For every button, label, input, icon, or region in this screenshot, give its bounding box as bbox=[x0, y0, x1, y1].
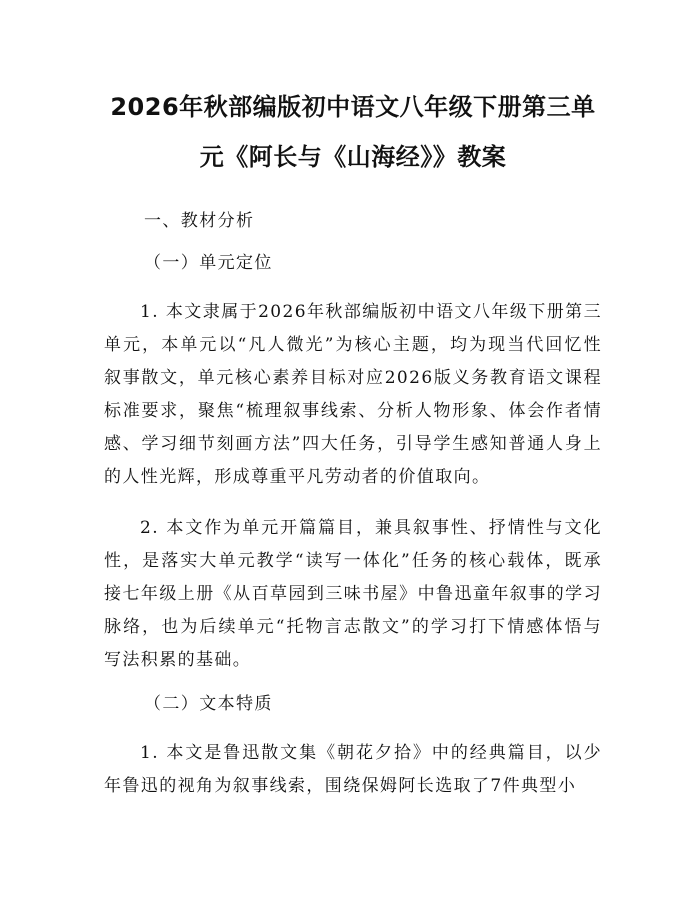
title-line-1: 2026年秋部编版初中语文八年级下册第三单 bbox=[110, 93, 596, 121]
document-title bbox=[104, 82, 602, 182]
subsection-heading-unit-position: （一）单元定位 bbox=[144, 253, 273, 273]
section-heading-teaching-material-analysis: 一、教材分析 bbox=[144, 211, 255, 231]
title-line-2: 元《阿长与《山海经》》教案 bbox=[199, 143, 507, 171]
paragraph-unit-position-2: 2. 本文作为单元开篇篇目，兼具叙事性、抒情性与文化性，是落实大单元教学“读写一体化”任务的核心载体，既承接七年级上册《从百草园到三味书屋》中鲁迅童年叙事的学习脉络，也为后续单元“托物言志散文”的学习打下情感体悟与写法积累的基础。 bbox=[104, 518, 602, 670]
paragraph-unit-position-1: 1. 本文隶属于2026年秋部编版初中语文八年级下册第三单元，本单元以“凡人微光”为核心主题，均为现当代回忆性叙事散文，单元核心素养目标对应2026版义务教育语文课程标准要求，聚焦“梳理叙事线索、分析人物形象、体会作者情感、学习细节刻画方法”四大任务，引导学生感知普通人身上的人性光辉，形成尊重平凡劳动者的价值取向。 bbox=[104, 302, 602, 487]
paragraph-text-features-1: 1. 本文是鲁迅散文集《朝花夕拾》中的经典篇目，以少年鲁迅的视角为叙事线索，围绕保姆阿长选取了7件典型小 bbox=[104, 743, 602, 796]
subsection-heading-text-features: （二）文本特质 bbox=[144, 694, 273, 714]
